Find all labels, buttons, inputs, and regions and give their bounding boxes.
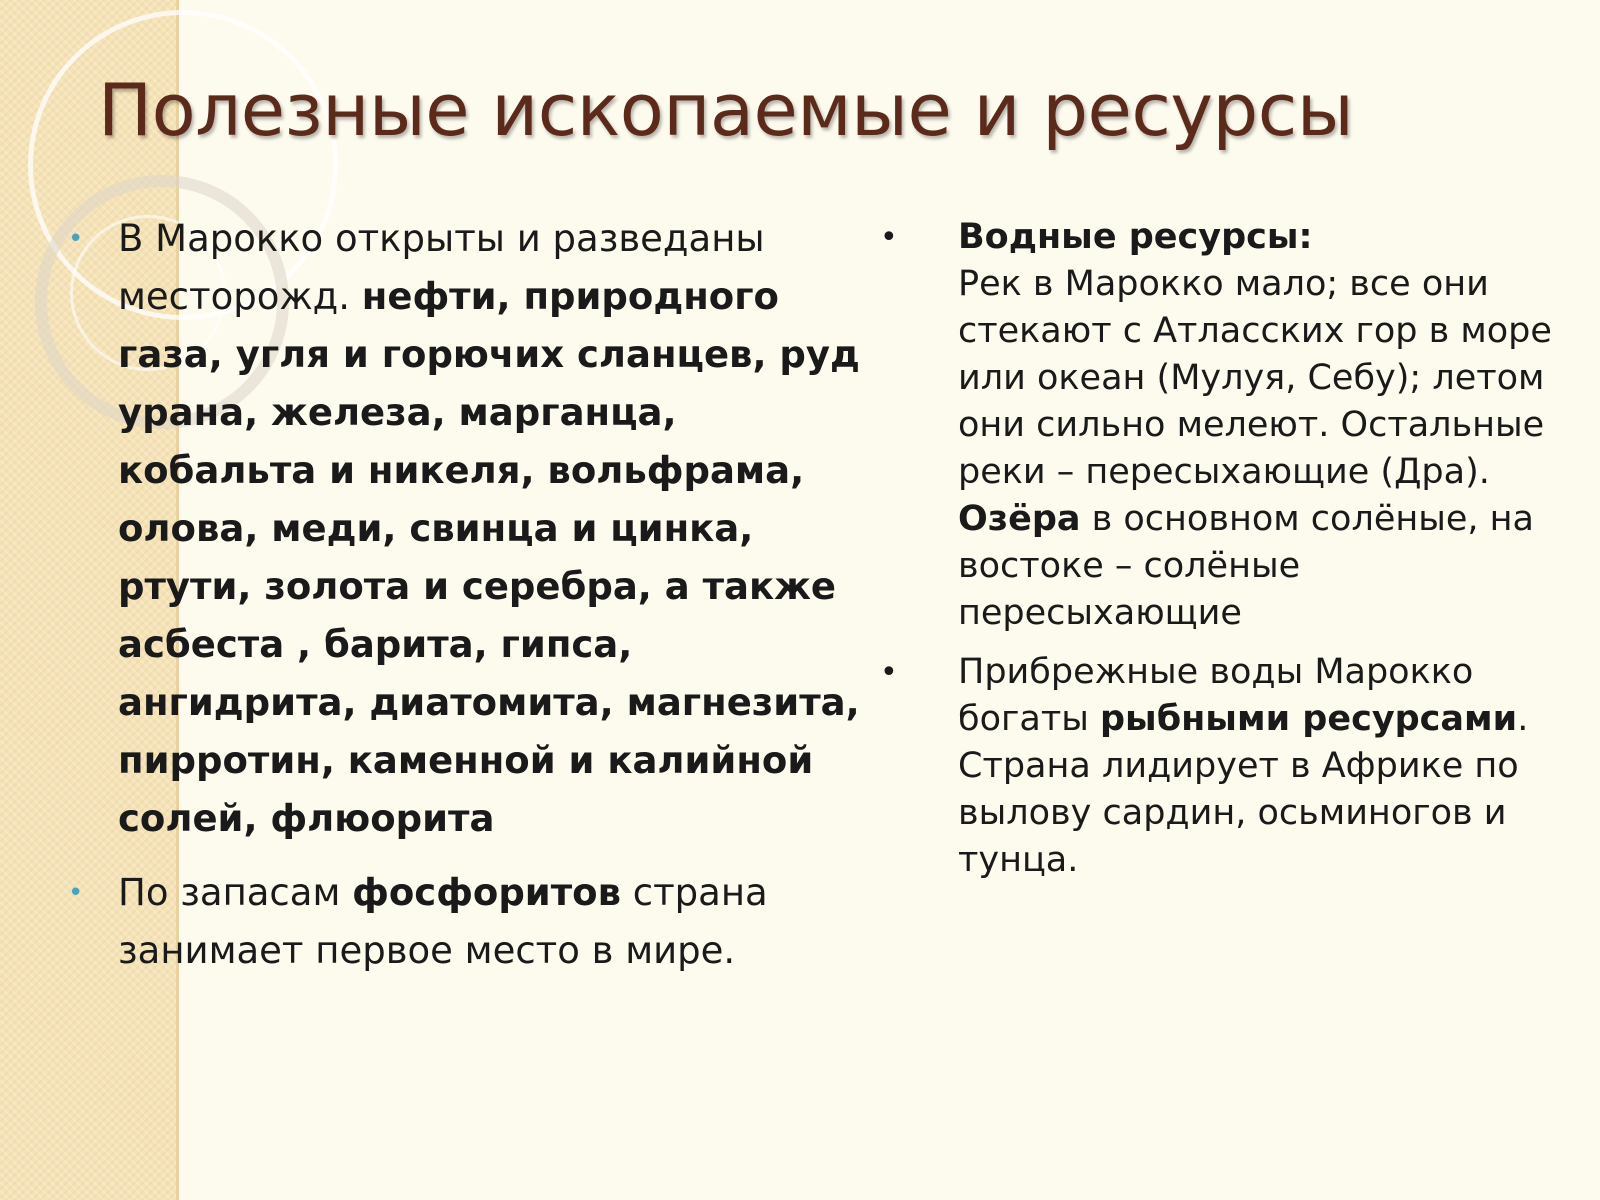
right-bullet-list bbox=[880, 214, 1558, 884]
phosphorites-text-start: По запасам bbox=[118, 871, 353, 914]
minerals-intro-text: В Марокко открыты и разведаны месторожд. bbox=[118, 217, 765, 318]
rivers-text: Рек в Марокко мало; все они стекают с Атласских гор в море или океан (Мулуя, Себу); летом они сильно мелеют. Остальные реки – пересыхающие (Дра). bbox=[958, 264, 1552, 492]
bullet-marker: • bbox=[68, 878, 84, 908]
phosphorites-text-end: страна занимает первое место в мире. bbox=[118, 871, 768, 972]
bullet-item-phosphorites bbox=[68, 864, 880, 980]
bullet-item-fish-resources bbox=[880, 649, 1558, 884]
lakes-text: в основном солёные, на востоке – солёные пересыхающие bbox=[958, 499, 1534, 633]
fishing-leader-text: . Страна лидирует в Африке по вылову сардин, осьминогов и тунца. bbox=[958, 699, 1529, 880]
water-resources-heading: Водные ресурсы: bbox=[958, 217, 1313, 257]
bullet-marker: • bbox=[68, 224, 84, 254]
lakes-bold-text: Озёра bbox=[958, 499, 1081, 539]
bullet-marker: • bbox=[880, 220, 898, 255]
left-bullet-list bbox=[68, 210, 880, 980]
fish-resources-bold-text: рыбными ресурсами bbox=[1099, 699, 1518, 739]
minerals-list-text: нефти, природного газа, угля и горючих сланцев, руд урана, железа, марганца, кобальта и никеля, вольфрама, олова, меди, свинца и цинка, ртути, золота и серебра, а также асбеста , барита, гипса, ангидрита, диатомита, магнезита, пирротин, каменной и калийной солей, флюорита bbox=[118, 275, 860, 840]
phosphorites-bold-text: фосфоритов bbox=[352, 871, 622, 914]
slide-title: Полезные ископаемые и ресурсы bbox=[98, 68, 1354, 152]
bullet-item-water-resources bbox=[880, 214, 1558, 637]
bullet-marker: • bbox=[880, 655, 898, 690]
bullet-item-minerals bbox=[68, 210, 880, 848]
coastal-waters-text: Прибрежные воды Марокко богаты bbox=[958, 652, 1474, 739]
